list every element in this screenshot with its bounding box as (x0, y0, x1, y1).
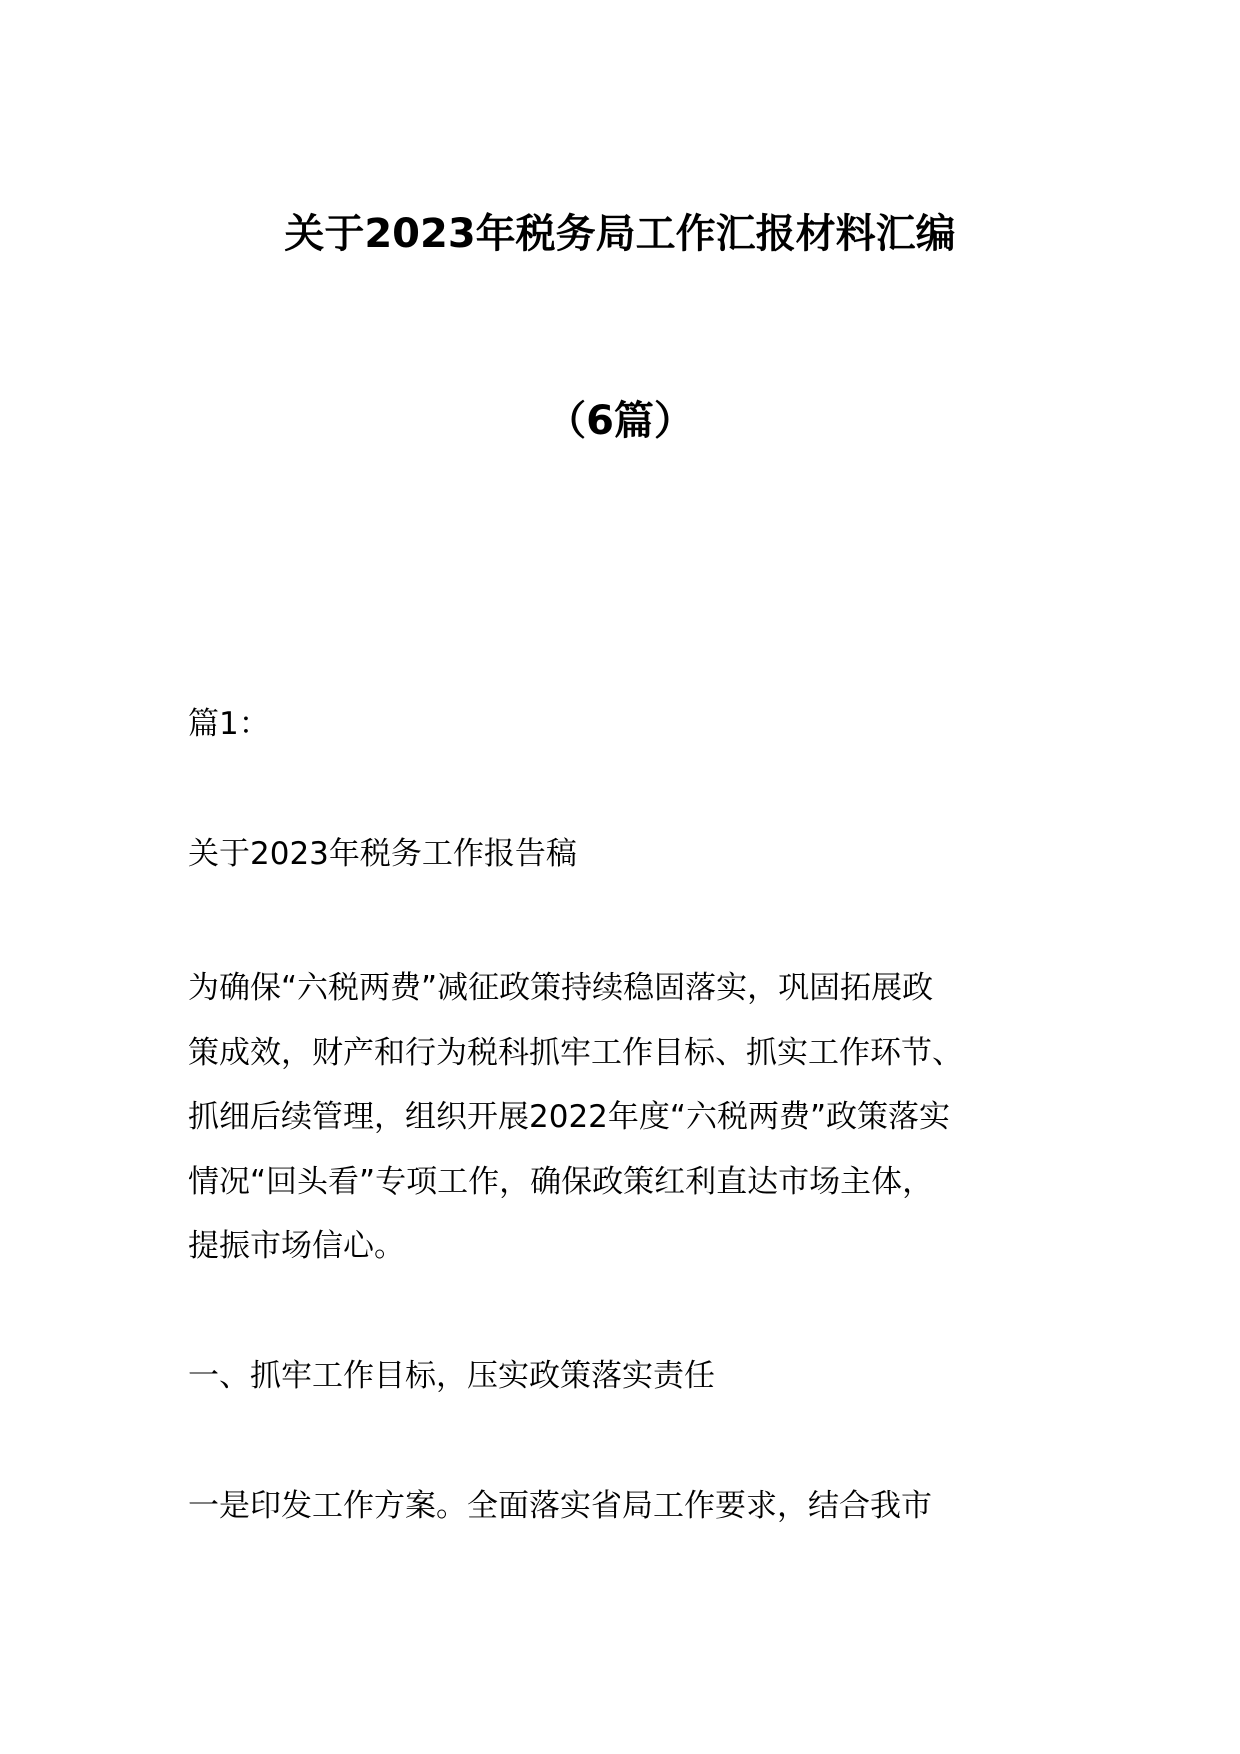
section-heading: 一、抓牢工作目标，压实政策落实责任 (188, 1358, 715, 1394)
paragraph-line: 为确保“六税两费”减征政策持续稳固落实，巩固拓展政 (188, 970, 934, 1006)
section-label: 篇1： (188, 706, 270, 742)
intro-paragraph (188, 956, 1058, 1279)
document-title: 关于2023年税务局工作汇报材料汇编 (284, 211, 956, 257)
paragraph-line: 情况“回头看”专项工作，确保政策红利直达市场主体， (188, 1163, 934, 1200)
paragraph-line: 提振市场信心。 (188, 1228, 405, 1264)
paragraph-line: 一是印发工作方案。全面落实省局工作要求，结合我市 (188, 1488, 932, 1524)
paragraph-line: 策成效，财产和行为税科抓牢工作目标、抓实工作环节、 (188, 1034, 963, 1071)
document-subtitle: （6篇） (546, 398, 694, 444)
paragraph-line: 抓细后续管理，组织开展2022年度“六税两费”政策落实 (188, 1099, 951, 1135)
article-title: 关于2023年税务工作报告稿 (188, 836, 577, 872)
